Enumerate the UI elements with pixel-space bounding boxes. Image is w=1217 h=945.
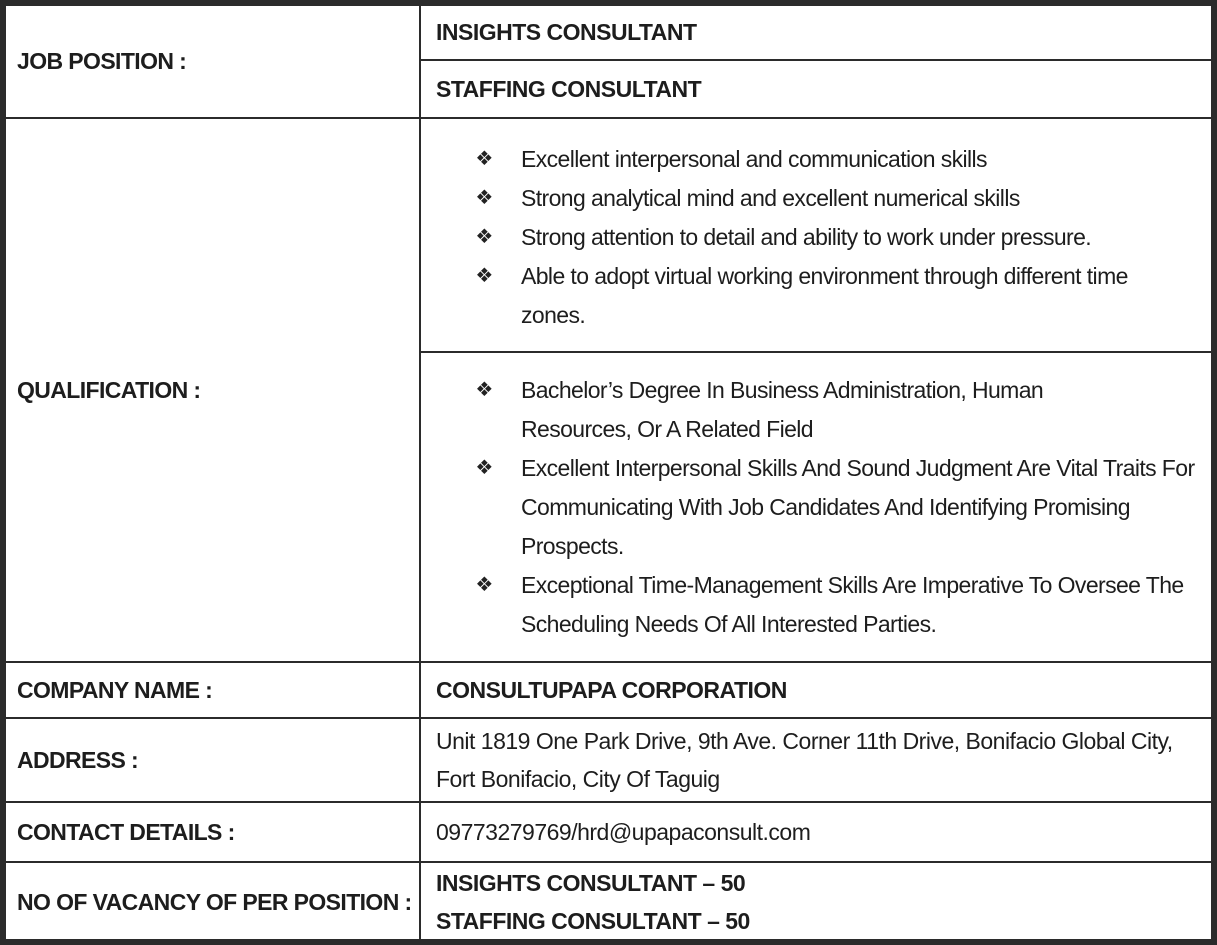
list-item: ❖ Excellent interpersonal and communication skills: [471, 140, 1210, 179]
qualification-group-2: [420, 352, 1211, 662]
list-item: ❖ Able to adopt virtual working environment through different time zones.: [471, 257, 1210, 335]
diamond-bullet-icon: ❖: [475, 226, 493, 248]
job-details-table: [6, 6, 1211, 941]
contact-row: [6, 802, 1211, 862]
vacancy-row: [6, 862, 1211, 941]
company-name-label: COMPANY NAME :: [6, 662, 420, 718]
diamond-bullet-icon: ❖: [475, 378, 493, 401]
vacancy-label: NO OF VACANCY OF PER POSITION :: [6, 862, 420, 941]
job-position-label: JOB POSITION :: [6, 6, 420, 118]
address-row: [6, 718, 1211, 802]
qualification-label: QUALIFICATION :: [6, 118, 420, 662]
job-position-row-1: [6, 6, 1211, 60]
diamond-bullet-icon: ❖: [475, 265, 493, 287]
address-label: ADDRESS :: [6, 718, 420, 802]
contact-details-value: 09773279769/hrd@upapaconsult.com: [420, 802, 1211, 862]
vacancy-insights: INSIGHTS CONSULTANT – 50: [436, 870, 746, 896]
job-position-value-2: STAFFING CONSULTANT: [420, 60, 1211, 118]
diamond-bullet-icon: ❖: [475, 187, 493, 209]
qualification-row-1: [6, 118, 1211, 352]
company-row: [6, 662, 1211, 718]
vacancy-value: [420, 862, 1211, 941]
list-item: ❖ Exceptional Time-Management Skills Are Imperative To Oversee The Scheduling Needs Of All Interested Parties.: [471, 566, 1210, 644]
address-value: Unit 1819 One Park Drive, 9th Ave. Corner 11th Drive, Bonifacio Global City, Fort Bonifacio, City Of Taguig: [420, 718, 1211, 802]
qualification-list-2: [421, 371, 1210, 644]
diamond-bullet-icon: ❖: [475, 573, 493, 596]
contact-details-label: CONTACT DETAILS :: [6, 802, 420, 862]
diamond-bullet-icon: ❖: [475, 456, 493, 479]
company-name-value: CONSULTUPAPA CORPORATION: [420, 662, 1211, 718]
list-item: ❖ Strong analytical mind and excellent numerical skills: [471, 179, 1210, 218]
qualification-list-1: [421, 140, 1210, 335]
list-item: ❖ Strong attention to detail and ability to work under pressure.: [471, 218, 1210, 257]
vacancy-staffing: STAFFING CONSULTANT – 50: [436, 908, 750, 934]
list-item: ❖ Bachelor’s Degree In Business Administration, Human Resources, Or A Related Field: [471, 371, 1210, 449]
list-item: ❖ Excellent Interpersonal Skills And Sound Judgment Are Vital Traits For Communicating With Job Candidates And Identifying Promising Prospects.: [471, 449, 1210, 566]
job-position-value-1: INSIGHTS CONSULTANT: [420, 6, 1211, 60]
diamond-bullet-icon: ❖: [475, 148, 493, 170]
qualification-group-1: [420, 118, 1211, 352]
